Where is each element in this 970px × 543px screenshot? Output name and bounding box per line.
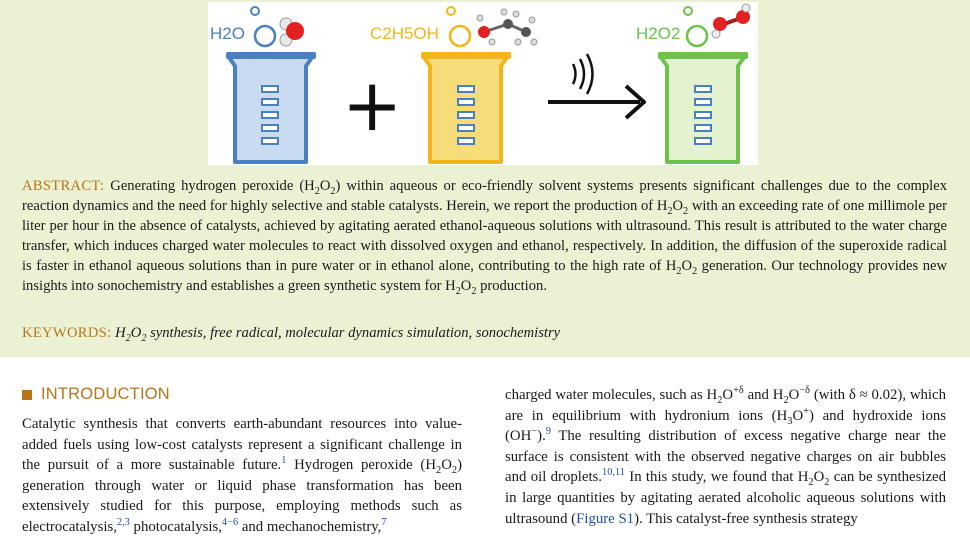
- abstract-part: ) within aqueous or eco-friendly solvent systems presents significant challenges due to the complex reaction dynamics and the need for highly selective and stable catalysts. Herein, we report the production of H: [22, 178, 948, 214]
- body-text: photocatalysis,: [129, 518, 222, 535]
- body-text: O: [792, 407, 804, 424]
- abstract-part: O: [672, 198, 684, 214]
- keywords-label: KEYWORDS:: [22, 325, 112, 341]
- keyword-part: O: [130, 325, 142, 341]
- subscript: 2: [676, 265, 682, 277]
- body-text: (with δ ≈ 0.02), which are in equilibrium with hydronium ions (H: [505, 387, 946, 424]
- body-text: and mechanochemistry,: [238, 518, 382, 535]
- body-text: O: [722, 387, 734, 403]
- toc-graphic: [208, 2, 758, 165]
- subscript: 3: [787, 415, 793, 427]
- citation-link[interactable]: 10,11: [602, 467, 625, 479]
- ethanol-formula-label: C2H5OH: [370, 24, 439, 43]
- body-text: can be synthesized in large quantities by agitating aerated alcoholic aqueous solutions with ultrasound (: [505, 469, 946, 527]
- intro-right-column: [505, 385, 946, 529]
- subscript: 2: [808, 477, 814, 489]
- citation-link[interactable]: 1: [281, 455, 287, 467]
- subscript: 2: [717, 394, 723, 406]
- superscript: −δ: [799, 385, 811, 397]
- ultrasound-waves-icon: [573, 54, 593, 94]
- plus-sign: +: [342, 63, 403, 147]
- peroxide-formula-label: H2O2: [636, 24, 681, 43]
- abstract-part: Generating hydrogen peroxide (H: [104, 178, 315, 194]
- body-text: ) generation through water or liquid phase transformation has been extensively studied for this purpose, employing methods such as electrocatalysis,: [22, 457, 463, 535]
- body-text: O: [813, 469, 825, 486]
- body-text: The resulting distribution of excess negative charge near the surface is consistent with the observed negative charges on air bubbles and oil droplets.: [505, 428, 946, 486]
- intro-left-column: [22, 414, 462, 538]
- subscript: 2: [783, 394, 789, 406]
- subscript: 2: [330, 185, 336, 197]
- abstract-text: [22, 176, 947, 296]
- body-text: ).: [537, 428, 546, 445]
- subscript: 2: [455, 285, 461, 297]
- molecule-icon: [251, 7, 304, 46]
- subscript: 2: [451, 465, 458, 477]
- subscript: 2: [141, 332, 147, 344]
- figure-link[interactable]: Figure S1: [576, 510, 635, 527]
- citation-link[interactable]: 4−6: [221, 517, 239, 529]
- abstract-part: production.: [476, 278, 547, 294]
- water-formula-label: H2O: [210, 24, 245, 43]
- peroxide-molecule-icon: [684, 4, 750, 46]
- subscript: 2: [683, 205, 689, 217]
- body-text: and H: [743, 387, 784, 403]
- citation-link[interactable]: 7: [381, 517, 387, 529]
- citation-link[interactable]: 2,3: [116, 517, 130, 529]
- body-text: ) and hydroxide ions (OH: [505, 407, 946, 445]
- introduction-heading: [22, 385, 170, 404]
- abstract-part: O: [681, 258, 693, 274]
- subscript: 2: [471, 285, 477, 297]
- body-text: O: [441, 457, 452, 474]
- section-square-icon: [22, 390, 32, 400]
- body-text: charged water molecules, such as H: [505, 387, 718, 403]
- toc-graphic-svg: [208, 2, 758, 165]
- body-text: O: [788, 387, 800, 403]
- body-text: ). This catalyst-free synthesis strategy: [634, 510, 858, 527]
- superscript: −: [531, 426, 538, 438]
- arrow-right-icon: [548, 86, 644, 118]
- abstract-part: O: [460, 278, 472, 294]
- citation-link[interactable]: 9: [545, 426, 551, 438]
- subscript: 2: [436, 465, 442, 477]
- superscript: +: [803, 405, 809, 417]
- superscript: +δ: [733, 385, 744, 397]
- keyword-part: synthesis, free radical, molecular dynamics simulation, sonochemistry: [146, 325, 561, 341]
- keywords-list: [115, 325, 561, 344]
- keywords-line: [22, 323, 947, 343]
- beaker-green-icon: [658, 52, 748, 162]
- keyword-part: H: [115, 325, 126, 341]
- abstract-part: with an exceeding rate of one millimole per liter per hour in the absence of catalysts, achieved by agitating aerated ethanol-aqueous solutions with ultrasound. This result is attributed to the water charge transfer, which induces charged water molecules to react with dissolved oxygen and ethanol, respectively. In addition, the diffusion of the superoxide radical is faster in ethanol aqueous solutions than in pure water or in ethanol alone, contributing to the high rate of H: [22, 198, 947, 274]
- subscript: 2: [125, 332, 131, 344]
- body-text: Catalytic synthesis that converts earth-abundant resources into value-added fuels using low-cost catalysts represent a significant challenge in the pursuit of a more sustainable future.: [22, 416, 462, 474]
- beaker-yellow-icon: [421, 52, 511, 162]
- abstract-part: generation. Our technology provides new insights into sonochemistry and establishes a green synthetic system for H: [22, 258, 948, 294]
- abstract-label: ABSTRACT:: [22, 178, 105, 194]
- subscript: 2: [692, 265, 698, 277]
- section-title-text: INTRODUCTION: [41, 385, 170, 403]
- abstract-part: O: [319, 178, 331, 194]
- body-text: In this study, we found that H: [624, 469, 809, 486]
- subscript: 2: [314, 185, 320, 197]
- subscript: 2: [824, 477, 830, 489]
- subscript: 2: [667, 205, 673, 217]
- body-text: Hydrogen peroxide (H: [286, 457, 437, 474]
- beaker-blue-icon: [226, 52, 316, 162]
- ethanol-molecule-icon: [447, 7, 537, 46]
